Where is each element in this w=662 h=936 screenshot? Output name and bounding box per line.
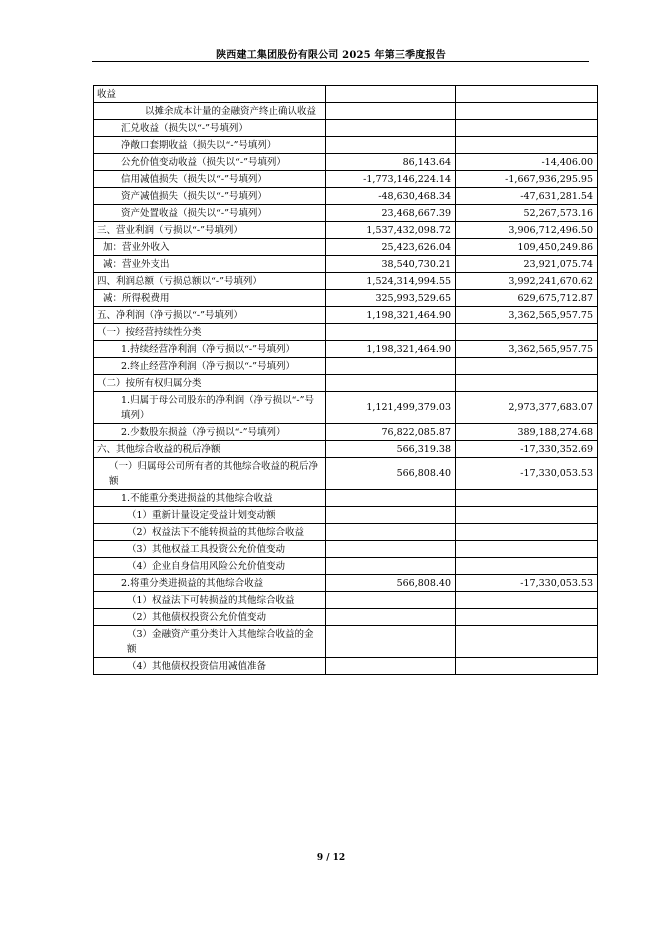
table-row: [94, 222, 598, 239]
row-label: 资产处置收益（损失以“-”号填列）: [94, 205, 326, 222]
table-row: [94, 558, 598, 575]
prior-period-value: [456, 358, 598, 375]
table-row: [94, 273, 598, 290]
prior-period-value: 3,906,712,496.50: [456, 222, 598, 239]
header-rule: [92, 61, 589, 62]
current-period-value: 25,423,626.04: [326, 239, 456, 256]
row-label: 汇兑收益（损失以“-”号填列）: [94, 120, 326, 137]
row-label: 公允价值变动收益（损失以“-”号填列）: [94, 154, 326, 171]
table-row: [94, 626, 598, 658]
prior-period-value: 52,267,573.16: [456, 205, 598, 222]
row-label: （1）重新计量设定受益计划变动额: [94, 507, 326, 524]
table-row: [94, 507, 598, 524]
table-row: [94, 541, 598, 558]
prior-period-value: [456, 86, 598, 103]
current-period-value: 86,143.64: [326, 154, 456, 171]
current-period-value: 1,537,432,098.72: [326, 222, 456, 239]
current-period-value: [326, 658, 456, 675]
row-label: （2）权益法下不能转损益的其他综合收益: [94, 524, 326, 541]
row-label: 加：营业外收入: [94, 239, 326, 256]
table-row: [94, 103, 598, 120]
row-label: 四、利润总额（亏损总额以“-”号填列）: [94, 273, 326, 290]
row-label: 2.将重分类进损益的其他综合收益: [94, 575, 326, 592]
table-row: [94, 290, 598, 307]
current-period-value: [326, 609, 456, 626]
table-row: [94, 239, 598, 256]
row-label: （3）金融资产重分类计入其他综合收益的金额: [94, 626, 326, 658]
current-period-value: [326, 103, 456, 120]
table-row: [94, 592, 598, 609]
table-row: [94, 307, 598, 324]
table-row: [94, 658, 598, 675]
prior-period-value: -17,330,053.53: [456, 458, 598, 490]
prior-period-value: 3,362,565,957.75: [456, 307, 598, 324]
row-label: 减：所得税费用: [94, 290, 326, 307]
current-period-value: [326, 86, 456, 103]
table-row: [94, 341, 598, 358]
prior-period-value: [456, 558, 598, 575]
table-row: [94, 256, 598, 273]
prior-period-value: [456, 324, 598, 341]
row-label: 信用减值损失（损失以“-”号填列）: [94, 171, 326, 188]
current-period-value: 566,808.40: [326, 458, 456, 490]
prior-period-value: -17,330,053.53: [456, 575, 598, 592]
current-period-value: [326, 541, 456, 558]
table-row: [94, 458, 598, 490]
table-row: [94, 609, 598, 626]
table-row: [94, 188, 598, 205]
prior-period-value: [456, 524, 598, 541]
current-period-value: 566,319.38: [326, 441, 456, 458]
row-label: 1.不能重分类进损益的其他综合收益: [94, 490, 326, 507]
row-label: 六、其他综合收益的税后净额: [94, 441, 326, 458]
row-label: 减：营业外支出: [94, 256, 326, 273]
current-period-value: 566,808.40: [326, 575, 456, 592]
current-period-value: -1,773,146,224.14: [326, 171, 456, 188]
row-label: 净敞口套期收益（损失以“-”号填列）: [94, 137, 326, 154]
row-label: （1）权益法下可转损益的其他综合收益: [94, 592, 326, 609]
row-label: 以摊余成本计量的金融资产终止确认收益: [94, 103, 326, 120]
current-period-value: [326, 490, 456, 507]
prior-period-value: 2,973,377,683.07: [456, 392, 598, 424]
current-period-value: [326, 120, 456, 137]
current-period-value: 1,198,321,464.90: [326, 341, 456, 358]
current-period-value: 76,822,085.87: [326, 424, 456, 441]
current-period-value: 1,524,314,994.55: [326, 273, 456, 290]
prior-period-value: 109,450,249.86: [456, 239, 598, 256]
prior-period-value: -47,631,281.54: [456, 188, 598, 205]
table-row: [94, 392, 598, 424]
current-period-value: 23,468,667.39: [326, 205, 456, 222]
row-label: 1.归属于母公司股东的净利润（净亏损以“-”号填列）: [94, 392, 326, 424]
table-row: [94, 490, 598, 507]
row-label: （4）企业自身信用风险公允价值变动: [94, 558, 326, 575]
prior-period-value: [456, 120, 598, 137]
table-row: [94, 424, 598, 441]
prior-period-value: 389,188,274.68: [456, 424, 598, 441]
row-label: （2）其他债权投资公允价值变动: [94, 609, 326, 626]
income-statement-table: [93, 85, 598, 675]
row-label: （4）其他债权投资信用减值准备: [94, 658, 326, 675]
prior-period-value: 23,921,075.74: [456, 256, 598, 273]
current-period-value: [326, 626, 456, 658]
current-period-value: -48,630,468.34: [326, 188, 456, 205]
table-row: [94, 154, 598, 171]
prior-period-value: -14,406.00: [456, 154, 598, 171]
current-period-value: [326, 558, 456, 575]
row-label: 资产减值损失（损失以“-”号填列）: [94, 188, 326, 205]
row-label: （二）按所有权归属分类: [94, 375, 326, 392]
prior-period-value: [456, 592, 598, 609]
row-label: 2.终止经营净利润（净亏损以“-”号填列）: [94, 358, 326, 375]
row-label: （一）归属母公司所有者的其他综合收益的税后净额: [94, 458, 326, 490]
row-label: 2.少数股东损益（净亏损以“-”号填列）: [94, 424, 326, 441]
table-row: [94, 358, 598, 375]
prior-period-value: [456, 490, 598, 507]
table-row: [94, 524, 598, 541]
prior-period-value: [456, 375, 598, 392]
current-period-value: [326, 507, 456, 524]
table-row: [94, 120, 598, 137]
table-row: [94, 441, 598, 458]
current-period-value: [326, 592, 456, 609]
current-period-value: [326, 375, 456, 392]
row-label: 三、营业利润（亏损以“-”号填列）: [94, 222, 326, 239]
page-number: 9 / 12: [316, 853, 346, 863]
row-label: 1.持续经营净利润（净亏损以“-”号填列）: [94, 341, 326, 358]
prior-period-value: [456, 541, 598, 558]
prior-period-value: [456, 626, 598, 658]
current-period-value: 1,121,499,379.03: [326, 392, 456, 424]
current-period-value: 1,198,321,464.90: [326, 307, 456, 324]
table-row: [94, 324, 598, 341]
prior-period-value: 629,675,712.87: [456, 290, 598, 307]
table-row: [94, 375, 598, 392]
prior-period-value: [456, 103, 598, 120]
prior-period-value: [456, 609, 598, 626]
table-row: [94, 171, 598, 188]
prior-period-value: [456, 658, 598, 675]
prior-period-value: 3,992,241,670.62: [456, 273, 598, 290]
row-label: （3）其他权益工具投资公允价值变动: [94, 541, 326, 558]
current-period-value: [326, 137, 456, 154]
table-row: [94, 137, 598, 154]
prior-period-value: 3,362,565,957.75: [456, 341, 598, 358]
prior-period-value: [456, 137, 598, 154]
row-label: 收益: [94, 86, 326, 103]
row-label: （一）按经营持续性分类: [94, 324, 326, 341]
prior-period-value: [456, 507, 598, 524]
prior-period-value: -1,667,936,295.95: [456, 171, 598, 188]
table-row: [94, 205, 598, 222]
income-statement-body: [94, 86, 598, 675]
table-row: [94, 575, 598, 592]
current-period-value: 325,993,529.65: [326, 290, 456, 307]
row-label: 五、净利润（净亏损以“-”号填列）: [94, 307, 326, 324]
current-period-value: [326, 358, 456, 375]
current-period-value: [326, 524, 456, 541]
current-period-value: 38,540,730.21: [326, 256, 456, 273]
table-row: [94, 86, 598, 103]
current-period-value: [326, 324, 456, 341]
prior-period-value: -17,330,352.69: [456, 441, 598, 458]
report-header-title: 陕西建工集团股份有限公司 2025 年第三季度报告: [216, 50, 446, 61]
